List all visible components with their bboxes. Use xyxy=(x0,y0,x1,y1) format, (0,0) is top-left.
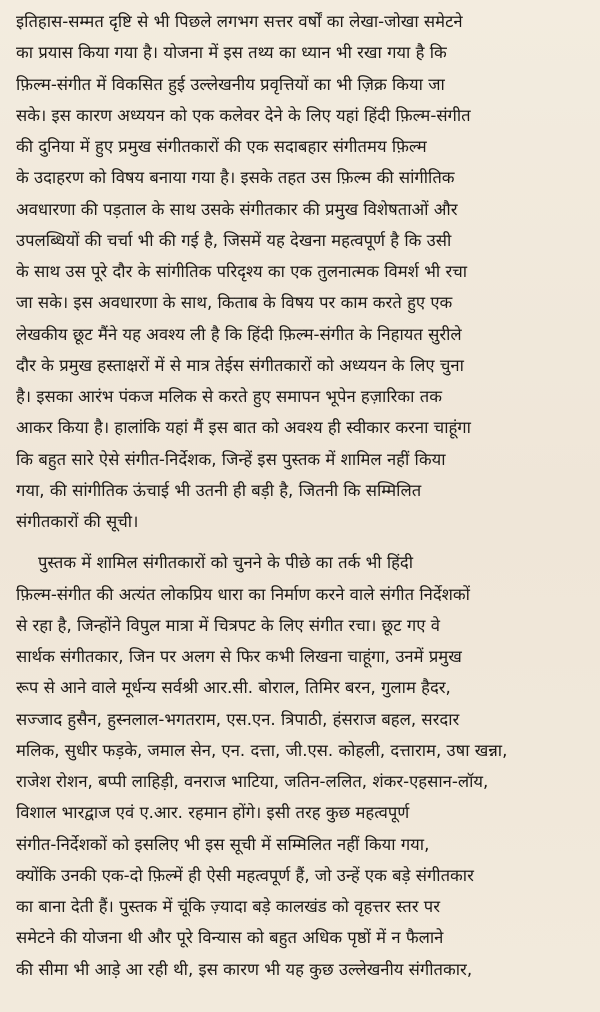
text-line: समेटने की योजना थी और पूरे विन्यास को बहुत अधिक पृष्ठों में न फैलाने xyxy=(16,928,444,948)
text-line: फ़िल्म-संगीत की अत्यंत लोकप्रिय धारा का निर्माण करने वाले संगीत निर्देशकों xyxy=(16,584,470,604)
text-line: विशाल भारद्वाज एवं ए.आर. रहमान होंगे। इसी तरह कुछ महत्वपूर्ण xyxy=(16,803,410,823)
text-line: जा सके। इस अवधारणा के साथ, किताब के विषय पर काम करते हुए एक xyxy=(16,293,453,313)
text-line: आकर किया है। हालांकि यहां मैं इस बात को अवश्य ही स्वीकार करना चाहूंगा xyxy=(16,418,471,438)
text-line: फ़िल्म-संगीत में विकसित हुई उल्लेखनीय प्रवृत्तियों का भी ज़िक्र किया जा xyxy=(16,74,445,94)
text-line: दौर के प्रमुख हस्ताक्षरों में से मात्र तेईस संगीतकारों को अध्ययन के लिए चुना xyxy=(16,355,464,375)
paragraph-1 xyxy=(16,6,586,537)
text-line: क्योंकि उनकी एक-दो फ़िल्में ही ऐसी महत्वपूर्ण हैं, जो उन्हें एक बड़े संगीतकार xyxy=(16,865,474,885)
text-line: कि बहुत सारे ऐसे संगीत-निर्देशक, जिन्हें इस पुस्तक में शामिल नहीं किया xyxy=(16,449,446,469)
text-line: है। इसका आरंभ पंकज मलिक से करते हुए समापन भूपेन हज़ारिका तक xyxy=(16,387,442,406)
text-line: की दुनिया में हुए प्रमुख संगीतकारों की एक सदाबहार संगीतमय फ़िल्म xyxy=(16,137,427,156)
paragraph-2 xyxy=(16,547,586,985)
text-line: का बाना देती हैं। पुस्तक में चूंकि ज़्यादा बड़े कालखंड को वृहत्तर स्तर पर xyxy=(16,897,441,916)
text-line: के उदाहरण को विषय बनाया गया है। इसके तहत उस फ़िल्म की सांगीतिक xyxy=(16,168,455,188)
text-line: रूप से आने वाले मूर्धन्य सर्वश्री आर.सी. बोराल, तिमिर बरन, गुलाम हैदर, xyxy=(16,678,451,698)
text-line: सज्जाद हुसैन, हुस्नलाल-भगतराम, एस.एन. त्रिपाठी, हंसराज बहल, सरदार xyxy=(16,709,460,729)
text-line: राजेश रोशन, बप्पी लाहिड़ी, वनराज भाटिया, जतिन-ललित, शंकर-एहसान-लॉय, xyxy=(16,772,489,791)
text-line: गया, की सांगीतिक ऊंचाई भी उतनी ही बड़ी है, जितनी कि सम्मिलित xyxy=(16,480,422,500)
text-line: सार्थक संगीतकार, जिन पर अलग से फिर कभी लिखना चाहूंगा, उनमें प्रमुख xyxy=(16,647,462,666)
text-line: पुस्तक में शामिल संगीतकारों को चुनने के पीछे का तर्क भी हिंदी xyxy=(38,553,414,573)
text-line: अवधारणा की पड़ताल के साथ उसके संगीतकार की प्रमुख विशेषताओं और xyxy=(16,199,458,219)
text-line: उपलब्धियों की चर्चा भी की गई है, जिसमें यह देखना महत्वपूर्ण है कि उसी xyxy=(16,230,452,250)
text-line: संगीत-निर्देशकों को इसलिए भी इस सूची में सम्मिलित नहीं किया गया, xyxy=(16,834,430,854)
text-line: के साथ उस पूरे दौर के सांगीतिक परिदृश्य का एक तुलनात्मक विमर्श भी रचा xyxy=(16,262,468,281)
text-line: की सीमा भी आड़े आ रही थी, इस कारण भी यह कुछ उल्लेखनीय संगीतकार, xyxy=(16,959,473,979)
text-line: संगीतकारों की सूची। xyxy=(16,512,139,531)
text-line: से रहा है, जिन्होंने विपुल मात्रा में चित्रपट के लिए संगीत रचा। छूट गए वे xyxy=(16,615,440,635)
text-line: इतिहास-सम्मत दृष्टि से भी पिछले लगभग सत्तर वर्षों का लेखा-जोखा समेटने xyxy=(16,12,463,31)
text-line: मलिक, सुधीर फड़के, जमाल सेन, एन. दत्ता, जी.एस. कोहली, दत्ताराम, उषा खन्ना, xyxy=(16,740,508,760)
text-line: सके। इस कारण अध्ययन को एक कलेवर देने के लिए यहां हिंदी फ़िल्म-संगीत xyxy=(16,105,471,125)
text-line: लेखकीय छूट मैंने यह अवश्य ली है कि हिंदी फ़िल्म-संगीत के निहायत सुरीले xyxy=(16,324,462,344)
text-line: का प्रयास किया गया है। योजना में इस तथ्य का ध्यान भी रखा गया है कि xyxy=(16,43,447,63)
